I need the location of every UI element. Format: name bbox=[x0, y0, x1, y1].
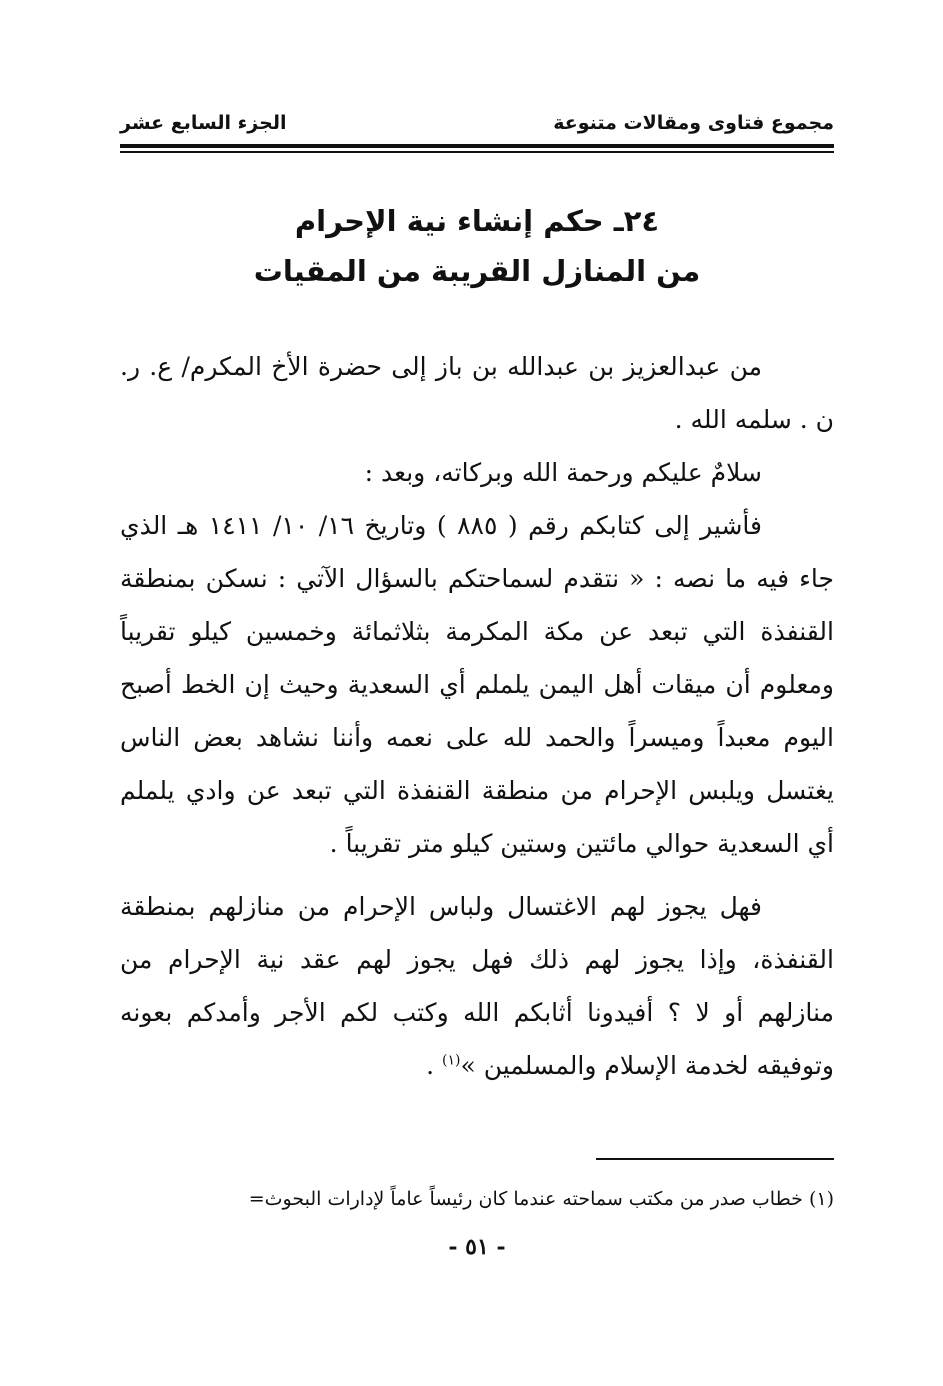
footnote: (١) خطاب صدر من مكتب سماحته عندما كان رئيساً عاماً لإدارات البحوث= bbox=[248, 1188, 834, 1210]
paragraph-2-text: فهل يجوز لهم الاغتسال ولباس الإحرام من منازلهم بمنطقة القنفذة، وإذا يجوز لهم ذلك فهل يجوز لهم عقد نية الإحرام من منازلهم أو لا ؟ أفيدونا أثابكم الله وكتب لكم الأجر وأمدكم بعونه وتوفيقه لخدمة الإسلام والمسلمين » bbox=[120, 892, 834, 1080]
chapter-title bbox=[120, 196, 834, 296]
paragraph-2-end: . bbox=[426, 1051, 443, 1080]
footnote-rule bbox=[596, 1158, 834, 1160]
chapter-title-line1: ٢٤ـ حكم إنشاء نية الإحرام bbox=[294, 204, 660, 238]
volume-label: الجزء السابع عشر bbox=[120, 112, 287, 134]
book-title: مجموع فتاوى ومقالات متنوعة bbox=[553, 112, 834, 134]
chapter-title-line2: من المنازل القريبة من المقيات bbox=[253, 254, 701, 288]
running-header bbox=[120, 112, 834, 142]
from-line: من عبدالعزيز بن عبدالله بن باز إلى حضرة الأخ المكرم/ ع. ر. ن . سلمه الله . bbox=[120, 352, 834, 434]
page-number: - ٥١ - bbox=[448, 1234, 506, 1260]
body-text bbox=[120, 340, 834, 1092]
header-rule-thin bbox=[120, 151, 834, 153]
paragraph-2 bbox=[120, 880, 834, 1092]
paragraph-1: فأشير إلى كتابكم رقم ( ٨٨٥ ) وتاريخ ١٦/ ١٠/ ١٤١١ هـ الذي جاء فيه ما نصه : « نتقدم لسماحتكم بالسؤال الآتي : نسكن بمنطقة القنفذة التي تبعد عن مكة المكرمة بثلاثمائة وخمسين كيلو تقريباً ومعلوم أن ميقات أهل اليمن يلملم أي السعدية وحيث إن الخط أصبح اليوم معبداً وميسراً والحمد لله على نعمه وأننا نشاهد بعض الناس يغتسل ويلبس الإحرام من منطقة القنفذة التي تبعد عن وادي يلملم أي السعدية حوالي مائتين وستين كيلو متر تقريباً . bbox=[120, 511, 834, 858]
header-rule-thick bbox=[120, 144, 834, 148]
footnote-reference: (١) bbox=[442, 1052, 461, 1069]
greeting: سلامٌ عليكم ورحمة الله وبركاته، وبعد : bbox=[364, 458, 762, 487]
